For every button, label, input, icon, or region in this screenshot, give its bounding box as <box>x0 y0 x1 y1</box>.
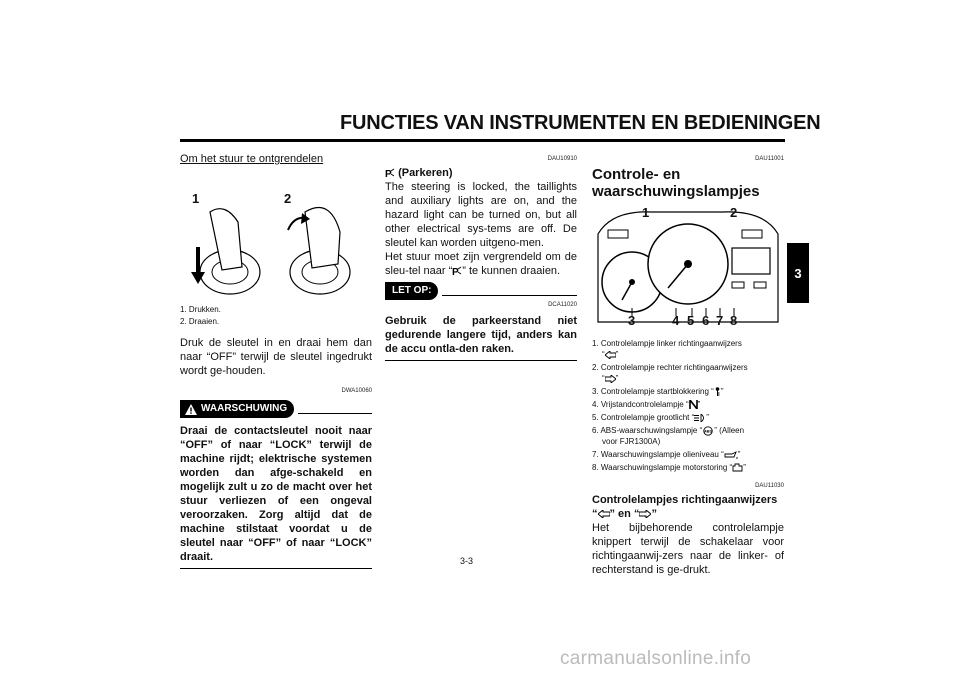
key-illustration <box>180 172 372 302</box>
turn-left-arrow-icon <box>605 351 616 359</box>
park-heading: P (Parkeren) <box>385 167 453 179</box>
park-paragraph-1: The steering is locked, the taillights and auxiliary lights are on, and the hazard light can be turned on, but all other electrical sys-tems are off. De sleutel kan worden uitgeno-men. <box>385 181 577 249</box>
page-title: FUNCTIES VAN INSTRUMENTEN EN BEDIENINGEN <box>340 112 821 134</box>
svg-text:P: P <box>452 267 459 277</box>
list-item: 5. Controlelampje grootlicht “ ” <box>592 413 709 422</box>
dashboard-figure <box>592 204 784 332</box>
warning-header <box>180 400 372 418</box>
title-rule <box>180 139 785 142</box>
list-item: 8. Waarschuwingslampje motorstoring “ ” <box>592 463 746 472</box>
notice-code: DCA11020 <box>548 302 577 308</box>
list-item: 4. Vrijstandcontrolelampje “ ” <box>592 400 701 409</box>
lamps-list <box>592 338 784 473</box>
list-item: 7. Waarschuwingslampje olieniveau “ ” <box>592 450 741 459</box>
dash-label-6: 6 <box>702 313 710 328</box>
warning-badge: WAARSCHUWING <box>180 400 294 418</box>
chapter-tab: 3 <box>787 243 809 303</box>
unlock-heading: Om het stuur te ontgrendelen <box>180 153 324 165</box>
dash-label-4: 4 <box>672 313 680 328</box>
notice-badge: LET OP: <box>385 282 438 300</box>
engine-trouble-icon <box>732 463 743 472</box>
turn-right-arrow-icon <box>639 510 651 518</box>
dash-label-8: 8 <box>730 313 738 328</box>
fig-label-2: 2 <box>284 191 292 206</box>
watermark: carmanualsonline.info <box>560 648 752 669</box>
lamps-code: DAU11001 <box>755 156 784 162</box>
middle-column <box>385 152 577 361</box>
svg-text:ABS: ABS <box>704 429 713 434</box>
neutral-n-icon <box>689 400 698 409</box>
fig-label-1: 1 <box>192 191 200 206</box>
list-item: 6. ABS-waarschuwingslampje “ ABS ” (Alleen voor FJR1300A) <box>592 426 745 446</box>
page-number: 3-3 <box>460 556 474 566</box>
dash-label-1: 1 <box>642 205 650 220</box>
dash-label-5: 5 <box>687 313 695 328</box>
list-item: 2. Controlelampje rechter richtingaanwijzers “ ” <box>592 363 748 383</box>
oil-can-icon <box>724 451 738 459</box>
park-code: DAU10910 <box>547 156 577 162</box>
turn-heading: Controlelampjes richtingaanwijzers “ ” en “ ” <box>592 494 778 520</box>
right-column <box>592 152 784 577</box>
key-immobilizer-icon <box>714 387 721 396</box>
svg-text:P: P <box>385 169 392 179</box>
turn-code: DAU11030 <box>755 483 784 489</box>
warning-code: DWA10060 <box>341 388 372 394</box>
turn-left-arrow-icon <box>598 510 610 518</box>
parking-p-icon <box>452 266 462 276</box>
warning-triangle-icon <box>185 404 197 415</box>
figure-captions: 1. Drukken. 2. Draaien. <box>180 305 221 326</box>
high-beam-icon <box>694 414 706 422</box>
key-figure <box>180 172 372 302</box>
turn-right-arrow-icon <box>605 375 616 383</box>
notice-text: Gebruik de parkeerstand niet gedurende langere tijd, anders kan de accu ontla-den raken. <box>385 315 577 355</box>
abs-warning-icon <box>702 426 714 436</box>
dash-label-7: 7 <box>716 313 724 328</box>
parking-p-icon <box>385 168 395 178</box>
dash-label-2: 2 <box>730 205 738 220</box>
warning-text: Draai de contactsleutel nooit naar “OFF” of naar “LOCK” terwijl de machine rijdt; elektrische systemen worden dan afge-schakeld en mogelijk zult u zo de macht over het stuur verliezen of een ongeval veroorzaken. Zorg altijd dat de machine stilstaat voordat u de sleutel naar “OFF” of naar “LOCK” draait. <box>180 425 372 563</box>
left-column <box>180 152 372 569</box>
dash-label-3: 3 <box>628 313 636 328</box>
list-item: 1. Controlelampje linker richtingaanwijzers “ ” <box>592 339 742 359</box>
warning-rule <box>180 568 372 569</box>
notice-rule <box>385 360 577 361</box>
turn-paragraph: Het bijbehorende controlelampje knippert terwijl de schakelaar voor richtingaanwij-zers naar de linker- of rechterstand is ge-drukt. <box>592 522 784 576</box>
list-item: 3. Controlelampje startblokkering “ ” <box>592 387 724 396</box>
park-paragraph-2: Het stuur moet zijn vergrendeld om de sleu-tel naar “ P ” te kunnen draaien. <box>385 251 577 277</box>
lamps-heading: Controle- en waarschuwingslampjes <box>592 166 760 200</box>
unlock-paragraph: Druk de sleutel in en draai hem dan naar “OFF” terwijl de sleutel ingedrukt wordt ge-houden. <box>180 337 372 377</box>
